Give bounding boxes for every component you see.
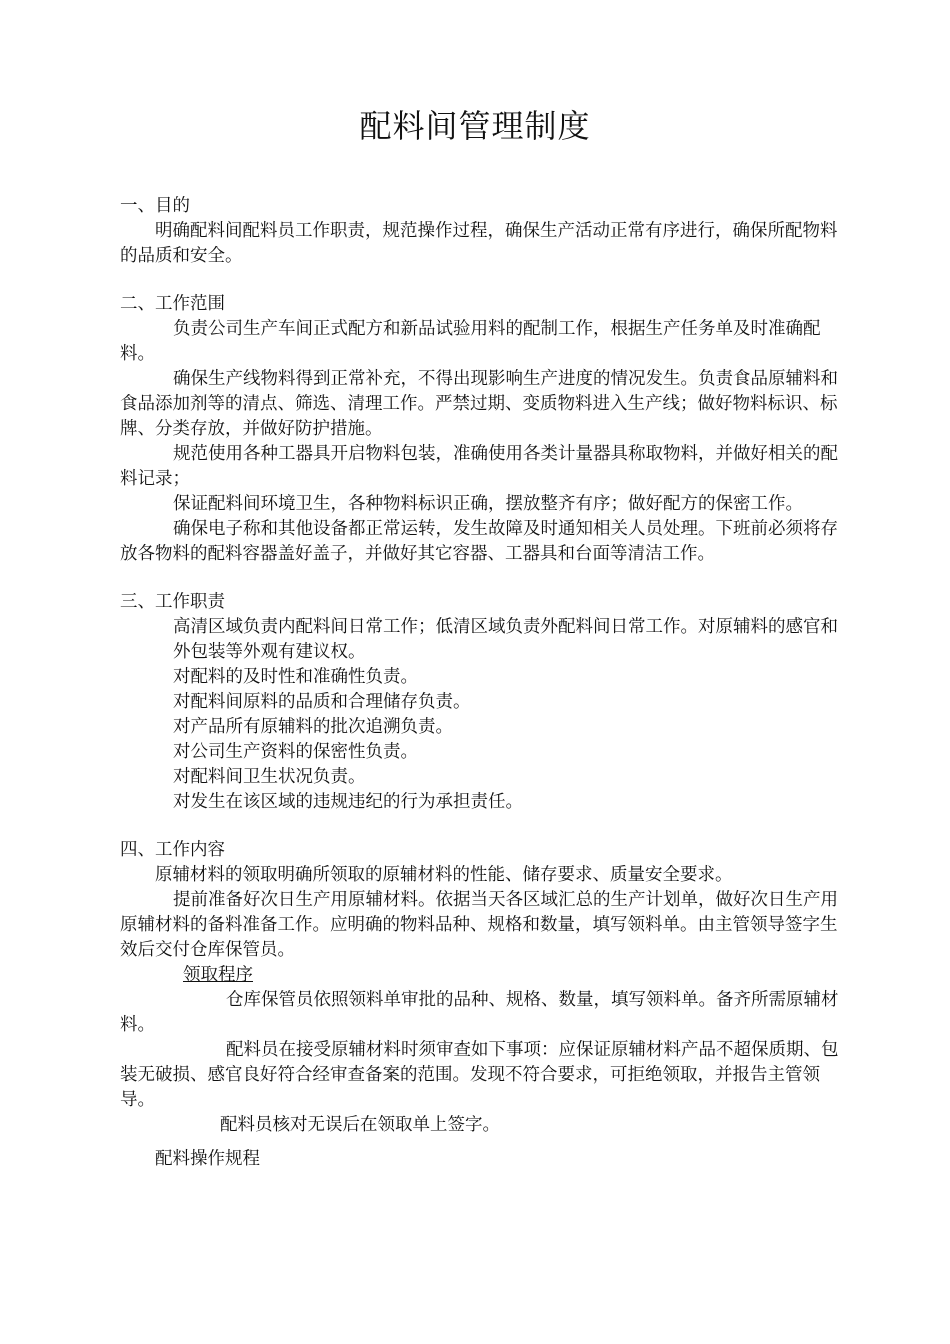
paragraph: 保证配料间环境卫生，各种物料标识正确，摆放整齐有序；做好配方的保密工作。 [173, 494, 803, 514]
spacer [120, 815, 845, 838]
spacer [120, 269, 845, 292]
list-item: 对配料间卫生状况负责。 [173, 767, 366, 787]
section-heading-purpose: 一、目的 [120, 196, 190, 216]
document-title: 配料间管理制度 [359, 107, 591, 145]
section-heading-scope: 二、工作范围 [120, 294, 225, 314]
subheading-operation-rules: 配料操作规程 [155, 1149, 260, 1169]
paragraph: 确保生产线物料得到正常补充，不得出现影响生产进度的情况发生。负责食品原辅料和食品添加剂等的清点、筛选、清理工作。严禁过期、变质物料进入生产线；做好物料标识、标牌、分类存放，并做好防护措施。 [120, 369, 838, 439]
paragraph: 规范使用各种工器具开启物料包装，准确使用各类计量器具称取物料，并做好相关的配料记录； [120, 444, 838, 489]
document-body [120, 194, 845, 1172]
list-item: 对公司生产资料的保密性负责。 [173, 742, 418, 762]
procedure-step: 仓库保管员依照领料单审批的品种、规格、数量，填写领料单。备齐所需原辅材料。 [120, 990, 839, 1035]
paragraph: 明确配料间配料员工作职责，规范操作过程，确保生产活动正常有序进行，确保所配物料的品质和安全。 [120, 221, 838, 266]
paragraph: 提前准备好次日生产用原辅材料。依据当天各区域汇总的生产计划单，做好次日生产用原辅材料的备料准备工作。应明确的物料品种、规格和数量，填写领料单。由主管领导签字生效后交付仓库保管员。 [120, 890, 838, 960]
list-item: 对配料间原料的品质和合理储存负责。 [173, 692, 471, 712]
paragraph: 原辅材料的领取明确所领取的原辅材料的性能、储存要求、质量安全要求。 [155, 865, 733, 885]
list-item: 对产品所有原辅料的批次追溯负责。 [173, 717, 453, 737]
paragraph: 确保电子称和其他设备都正常运转，发生故障及时通知相关人员处理。下班前必须将存放各物料的配料容器盖好盖子，并做好其它容器、工器具和台面等清洁工作。 [120, 519, 838, 564]
subheading-procedure: 领取程序 [183, 965, 253, 985]
list-item: 对配料的及时性和准确性负责。 [173, 667, 418, 687]
section-heading-duties: 三、工作职责 [120, 592, 225, 612]
spacer [120, 1138, 845, 1147]
spacer [120, 567, 845, 590]
procedure-step: 配料员核对无误后在领取单上签字。 [220, 1115, 500, 1135]
list-item: 高清区域负责内配料间日常工作；低清区域负责外配料间日常工作。对原辅料的感官和外包装等外观有建议权。 [173, 617, 838, 662]
section-heading-content: 四、工作内容 [120, 840, 225, 860]
procedure-step: 配料员在接受原辅材料时须审查如下事项：应保证原辅材料产品不超保质期、包装无破损、感官良好符合经审查备案的范围。发现不符合要求，可拒绝领取，并报告主管领导。 [120, 1040, 839, 1110]
paragraph: 负责公司生产车间正式配方和新品试验用料的配制工作，根据生产任务单及时准确配料。 [120, 319, 821, 364]
list-item: 对发生在该区域的违规违纪的行为承担责任。 [173, 792, 523, 812]
